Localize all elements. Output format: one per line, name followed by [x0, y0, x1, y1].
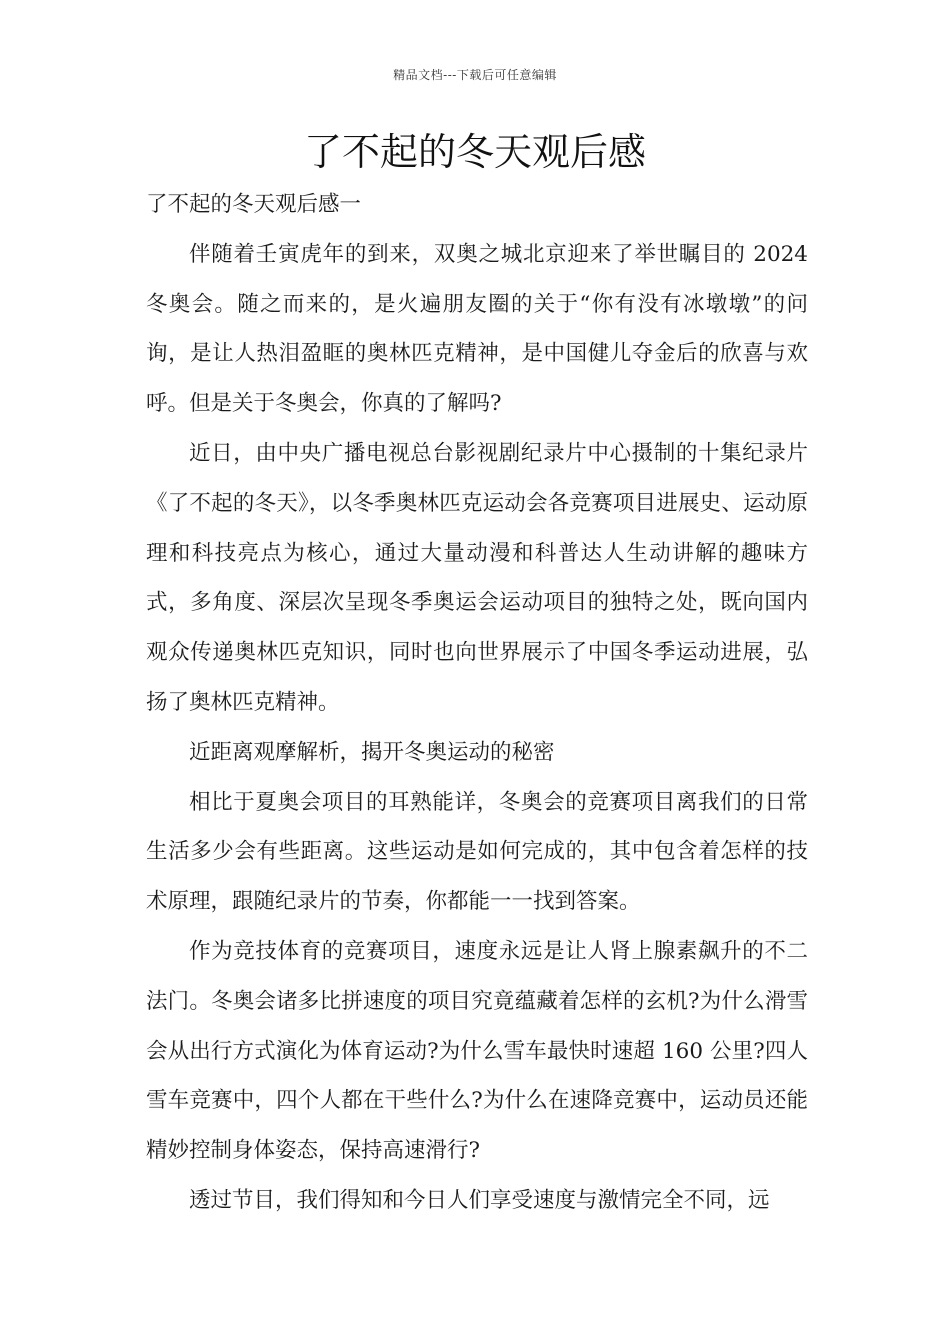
- document-body: [146, 180, 808, 1226]
- subheading: 近距离观摩解析，揭开冬奥运动的秘密: [189, 739, 555, 765]
- paragraph: 作为竞技体育的竞赛项目，速度永远是让人肾上腺素飙升的不二法门。冬奥会诸多比拼速度的项目究竟蕴藏着怎样的玄机?为什么滑雪会从出行方式演化为体育运动?为什么雪车最快时速超 160 公里?四人雪车竞赛中，四个人都在干些什么?为什么在速降竞赛中，运动员还能精妙控制身体姿态，保持高速滑行?: [146, 938, 808, 1164]
- paragraph: 相比于夏奥会项目的耳熟能详，冬奥会的竞赛项目离我们的日常生活多少会有些距离。这些运动是如何完成的，其中包含着怎样的技术原理，跟随纪录片的节奏，你都能一一找到答案。: [146, 789, 808, 915]
- paragraph: 伴随着壬寅虎年的到来，双奥之城北京迎来了举世瞩目的 2024 冬奥会。随之而来的，是火遍朋友圈的关于“你有没有冰墩墩”的问询，是让人热泪盈眶的奥林匹克精神，是中国健儿夺金后的欣喜与欢呼。但是关于冬奥会，你真的了解吗?: [146, 241, 808, 417]
- document-title: 了不起的冬天观后感: [303, 130, 646, 174]
- paragraph: 近日，由中央广播电视总台影视剧纪录片中心摄制的十集纪录片《了不起的冬天》，以冬季奥林匹克运动会各竞赛项目进展史、运动原理和科技亮点为核心，通过大量动漫和科普达人生动讲解的趣味方式，多角度、深层次呈现冬季奥运会运动项目的独特之处，既向国内观众传递奥林匹克知识，同时也向世界展示了中国冬季运动进展，弘扬了奥林匹克精神。: [146, 440, 808, 715]
- header-note: 精品文档---下载后可任意编辑: [393, 68, 557, 82]
- section-title: 了不起的冬天观后感一: [146, 192, 362, 217]
- paragraph: 透过节目，我们得知和今日人们享受速度与激情完全不同，远: [189, 1187, 770, 1213]
